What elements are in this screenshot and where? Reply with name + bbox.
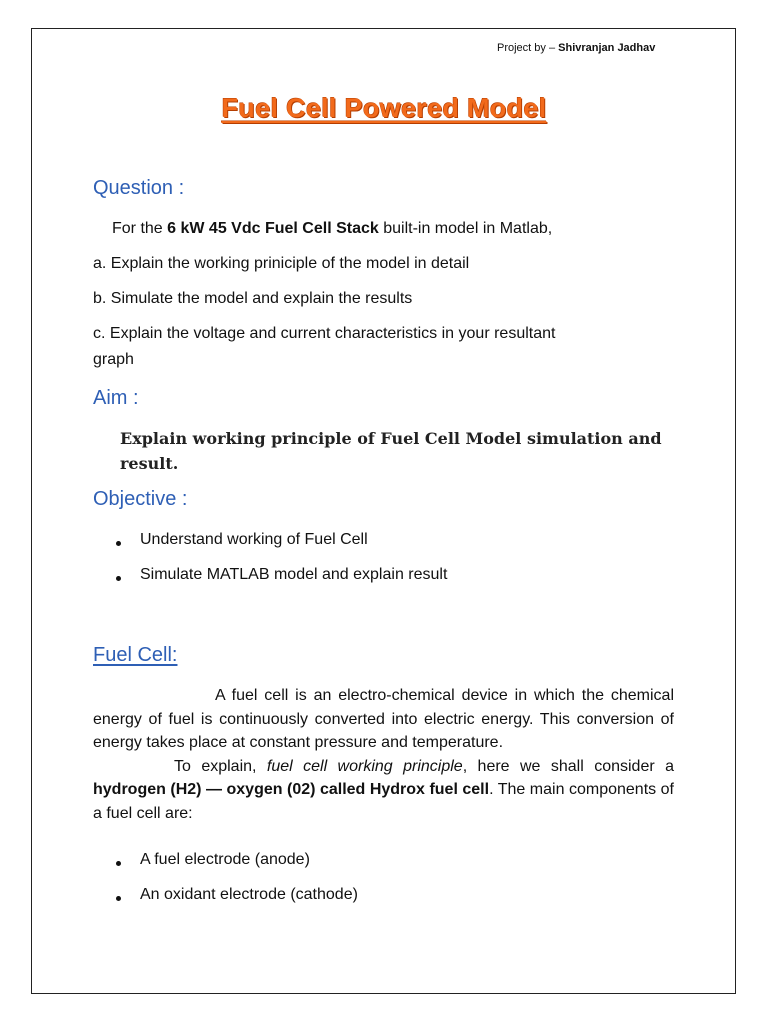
project-credit xyxy=(497,42,655,54)
component-item-text: An oxidant electrode (cathode) xyxy=(140,886,358,903)
fuel-cell-paragraph-2 xyxy=(93,755,674,826)
objective-item-text: Understand working of Fuel Cell xyxy=(140,531,368,548)
aim-text: Explain working principle of Fuel Cell Model simulation and result. xyxy=(120,429,662,473)
para2-italic: fuel cell working principle xyxy=(266,757,463,775)
fuel-cell-heading: Fuel Cell: xyxy=(93,644,178,666)
bullet-dot-icon xyxy=(116,541,121,546)
question-item-c-line1: c. Explain the voltage and current characteristics in your resultant xyxy=(93,325,556,342)
project-credit-label: Project by – xyxy=(497,42,559,54)
question-intro-prefix: For the xyxy=(112,220,168,237)
aim-heading: Aim : xyxy=(93,387,139,409)
question-intro-bold: 6 kW 45 Vdc Fuel Cell Stack xyxy=(167,220,379,237)
bullet-dot-icon xyxy=(116,576,121,581)
para2-suffix: . The main components of a fuel cell are: xyxy=(93,781,674,822)
question-intro xyxy=(112,219,552,239)
bullet-dot-icon xyxy=(116,861,121,866)
objective-item-text: Simulate MATLAB model and explain result xyxy=(140,566,448,583)
project-credit-name: Shivranjan Jadhav xyxy=(558,42,656,54)
para2-bold: hydrogen (H2) — oxygen (02) called Hydrox fuel cell xyxy=(93,781,490,798)
question-item-b: b. Simulate the model and explain the results xyxy=(93,290,413,307)
question-heading: Question : xyxy=(93,177,185,199)
page-border xyxy=(31,28,736,994)
document-title: Fuel Cell Powered Model xyxy=(221,93,547,123)
bullet-dot-icon xyxy=(116,896,121,901)
fuel-cell-paragraph-1: A fuel cell is an electro-chemical device in which the chemical energy of fuel is continuously converted into electric energy. This conversion of energy takes place at constant pressure and temperature. xyxy=(93,687,674,751)
question-item-a: a. Explain the working priniciple of the model in detail xyxy=(93,255,470,272)
question-item-c-line2: graph xyxy=(93,351,134,368)
question-intro-suffix: built-in model in Matlab, xyxy=(378,220,553,237)
para2-mid: , here we shall consider a xyxy=(462,757,674,775)
objective-heading: Objective : xyxy=(93,488,188,510)
fuel-cell-body xyxy=(93,684,674,825)
component-item-text: A fuel electrode (anode) xyxy=(140,851,310,868)
para2-prefix: To explain, xyxy=(174,757,267,775)
